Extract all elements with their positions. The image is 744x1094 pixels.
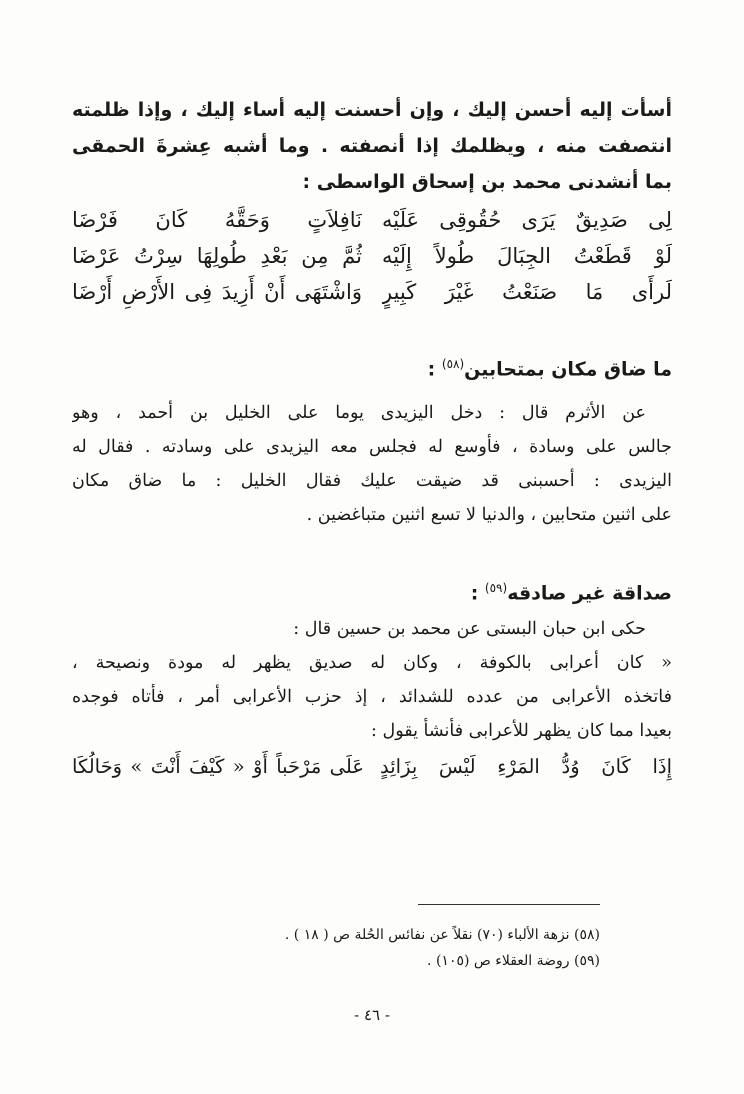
footnotes xyxy=(200,922,600,974)
verse-second-hemistich: ثُمَّ مِن بَعْدِ طُولِهَا سِرْتُ عَرْضَا xyxy=(72,244,362,268)
verse-first-hemistich: لِى صَدِيقٌ يَرَى حُقُوقِى عَلَيْه xyxy=(382,208,672,232)
verse-second-hemistich: نَافِلاَتٍ وَحَقَّهُ كَانَ فَرْضَا xyxy=(72,208,362,232)
text-line: بعيدا مما كان يظهر للأعرابى فأنشأ يقول : xyxy=(371,721,672,741)
text-line: فاتخذه الأعرابى من عدده للشدائد ، إذ حزب الأعرابى أمر ، فأتاه فوجده xyxy=(72,687,672,707)
page-body xyxy=(72,92,672,786)
verse-second-hemistich: وَاشْتَهَى أَنْ أَزِيدَ فِى الأَرْضِ أَرْضَا xyxy=(72,280,362,304)
poem xyxy=(72,202,672,310)
section-heading-59 xyxy=(72,570,672,606)
text-line: حكى ابن حبان البستى عن محمد بن حسين قال : xyxy=(293,619,646,639)
verse-second-hemistich: عَلَى مَرْحَباً أَوْ « كَيْفَ أَنْتَ » وَحَالُكَا xyxy=(72,755,364,778)
verse-first-hemistich: إِذَا كَانَ وُدُّ المَرْءِ لَيْسَ بِزَائِدٍ xyxy=(380,755,672,778)
text-line: « كان أعرابى بالكوفة ، وكان له صديق يظهر له مودة ونصيحة ، xyxy=(72,653,672,673)
section-58-text xyxy=(72,396,672,532)
text-line: على اثنين متحابين ، والدنيا لا تسع اثنين متباغضين . xyxy=(306,505,672,525)
text-line: انتصفت منه ، ويظلمك إذا أنصفته . وما أشبه عِشرةَ الحمقى xyxy=(72,135,672,157)
heading-colon: : xyxy=(427,358,436,381)
heading-colon: : xyxy=(470,582,479,605)
section-title: صداقة غير صادقه xyxy=(507,582,672,605)
footnote-ref[interactable]: (٥٩) xyxy=(484,581,508,595)
poem-verse xyxy=(72,238,672,274)
intro-paragraph xyxy=(72,92,672,200)
footnote: (٥٨) نزهة الألباء (٧٠) نقلاً عن نفائس الحُلة ص ( ١٨ ) . xyxy=(284,927,600,943)
text-line: عن الأثرم قال : دخل اليزيدى يوما على الخليل بن أحمد ، وهو xyxy=(72,403,646,423)
text-line: اليزيدى : أحسبنى قد ضيقت عليك فقال الخليل : ما ضاق مكان xyxy=(72,471,672,491)
verse-first-hemistich: لَرأَى مَا صَنَعْتُ غَيْرَ كَبِيرٍ xyxy=(382,280,672,304)
page-number: - ٤٦ - xyxy=(354,1006,390,1024)
poem-verse xyxy=(72,202,672,238)
poem-verse xyxy=(72,274,672,310)
section-59-text xyxy=(72,612,672,748)
section-heading-58 xyxy=(72,346,672,382)
poem-verse xyxy=(72,748,672,786)
verse-first-hemistich: لَوْ قَطَعْتُ الجِبَالَ طُولاً إِلَيْه xyxy=(382,244,672,268)
text-line: جالس على وسادة ، فأوسع له فجلس معه اليزيدى على وسادته . فقال له xyxy=(72,437,672,457)
text-line: أسأت إليه أحسن إليك ، وإن أحسنت إليه أساء إليك ، وإذا ظلمته xyxy=(72,99,672,121)
footnote: (٥٩) روضة العقلاء ص (١٠٥) . xyxy=(427,953,600,969)
footnote-ref[interactable]: (٥٨) xyxy=(441,357,465,371)
footnote-divider xyxy=(418,904,600,905)
text-line: بما أنشدنى محمد بن إسحاق الواسطى : xyxy=(302,171,672,193)
section-title: ما ضاق مكان بمتحابين xyxy=(464,358,672,381)
